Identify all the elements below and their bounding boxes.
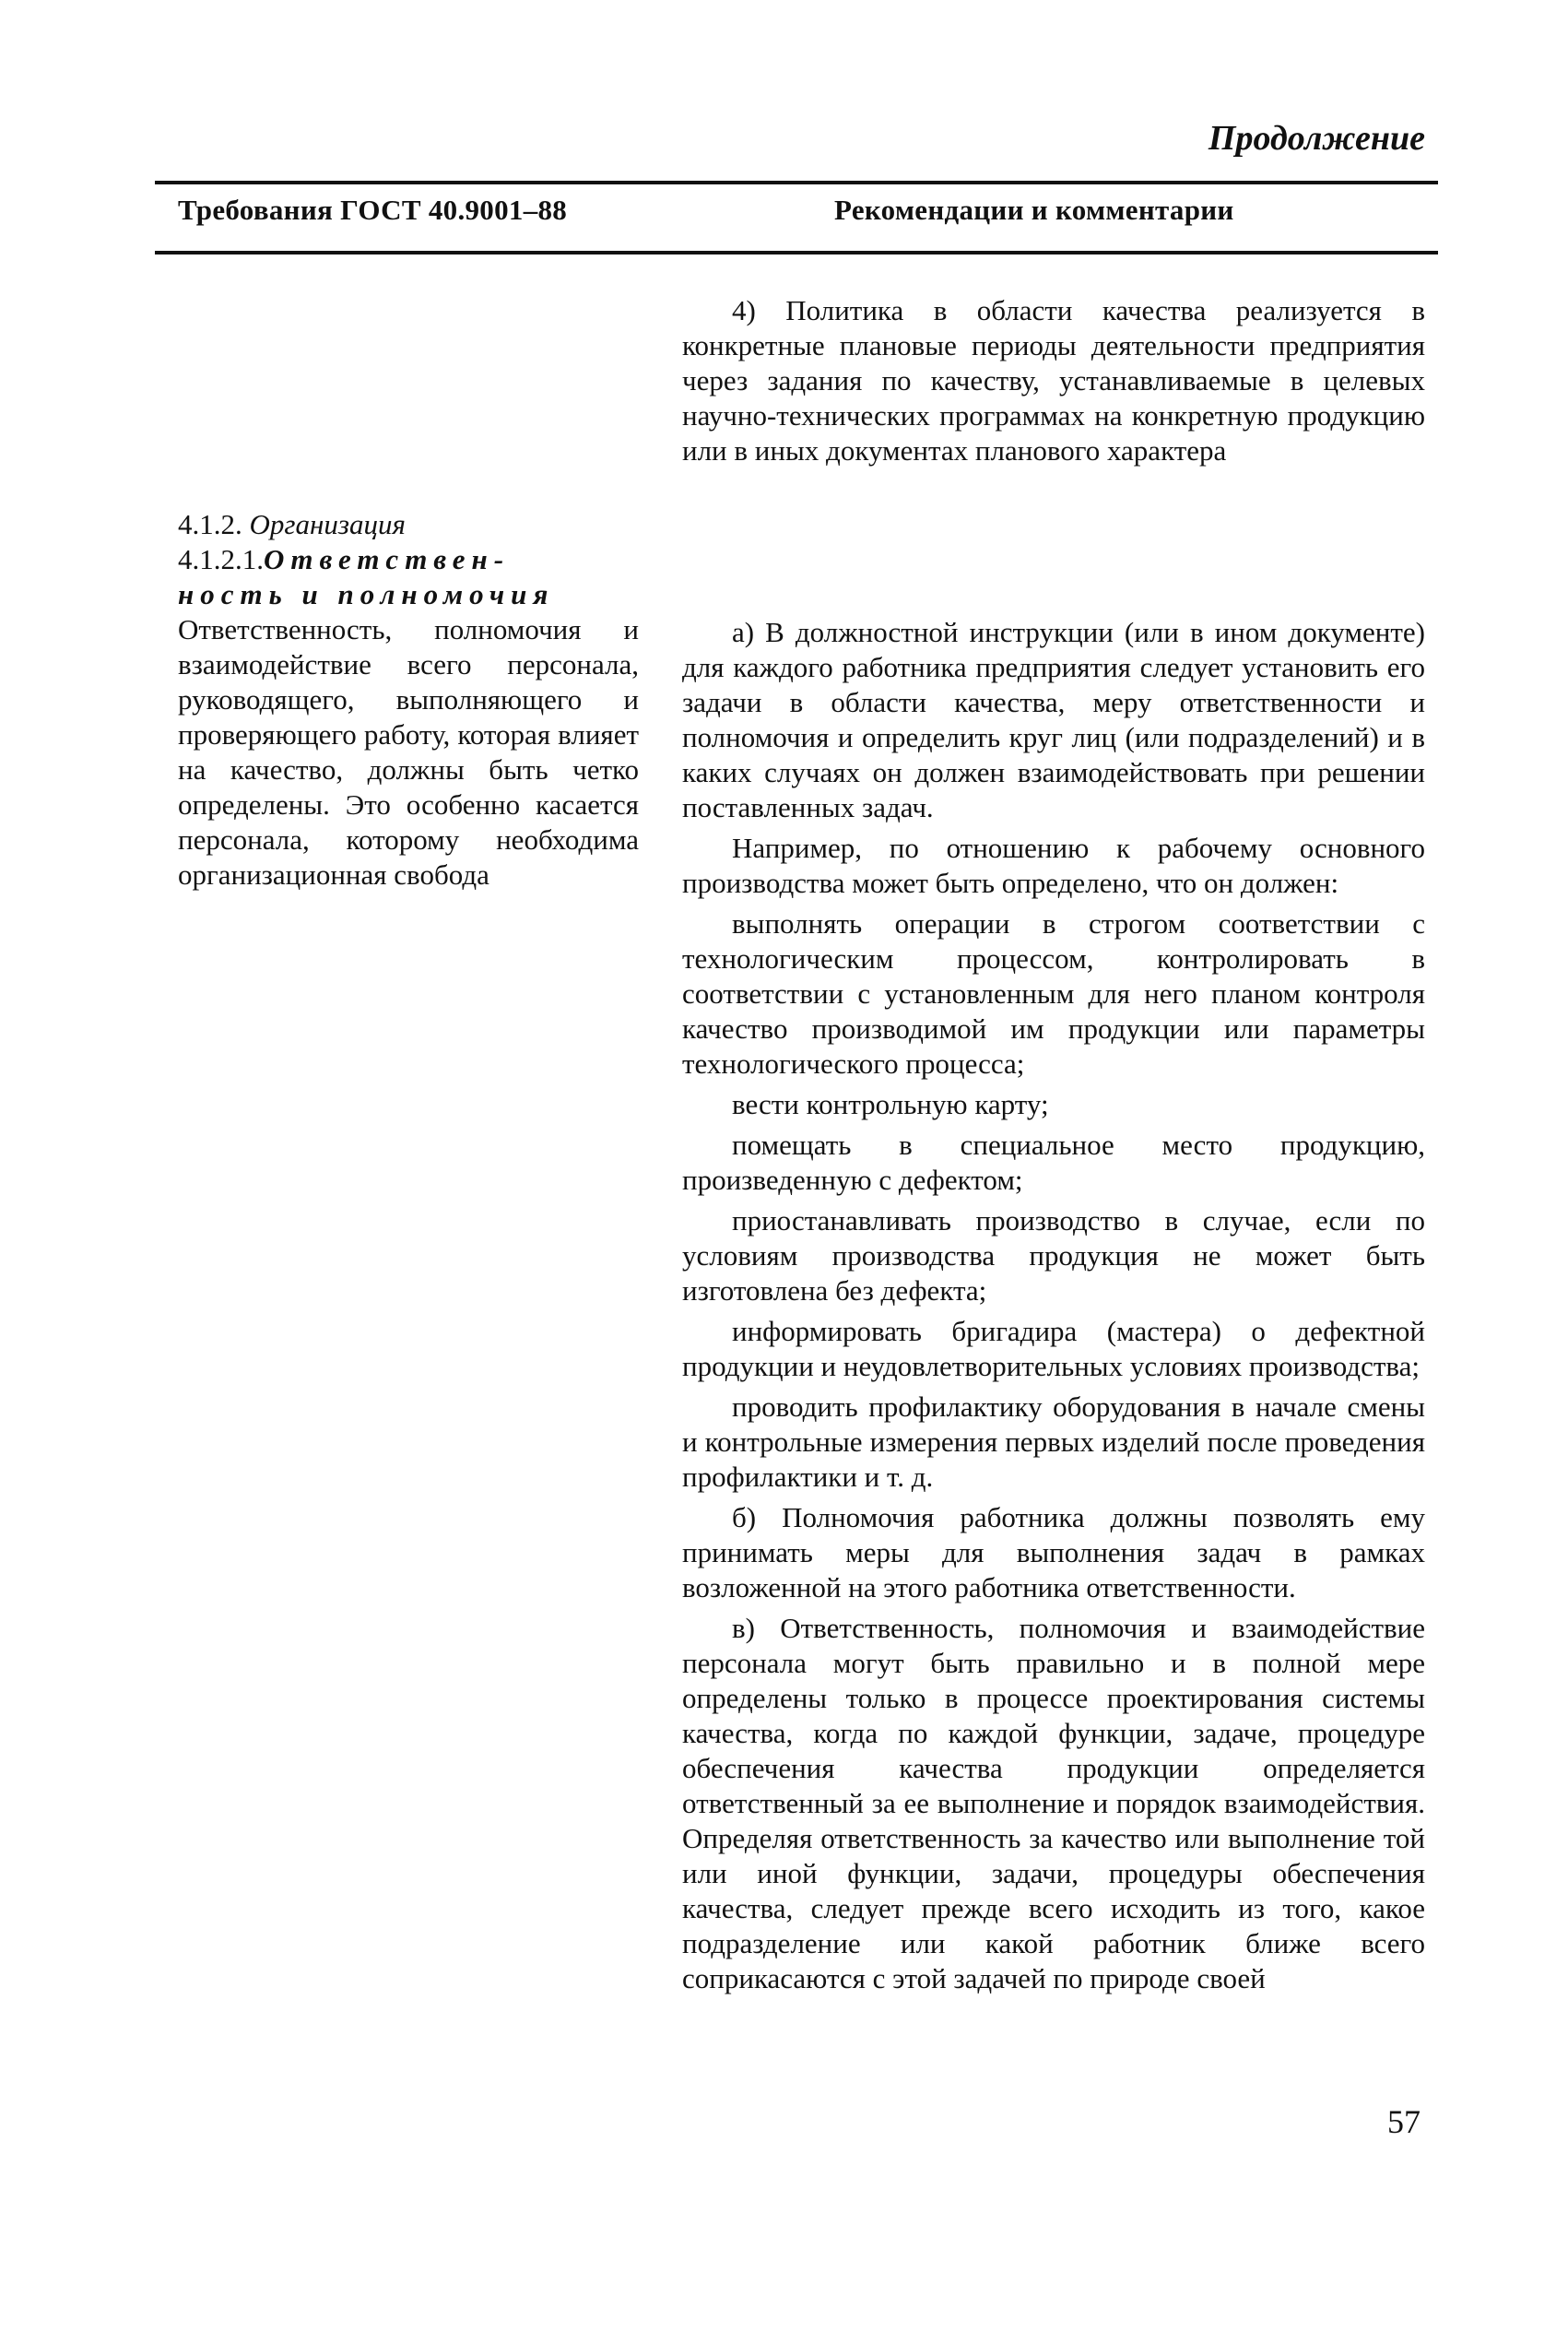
section-title: Организация [249,508,406,540]
subsection-number: 4.1.2.1. [178,543,264,575]
requirement-text: Ответственность, полномочия и взаимодействие всего персонала, руководящего, выполняющего и проверяющего работу, которая влияет на качество, должны быть четко определены. Это особенно касается персонала, которому необходима организационная свобода [178,613,639,891]
recommendation-v: в) Ответственность, полномочия и взаимодействие персонала могут быть правильно и в полной мере определены только в процессе проектирования системы качества, когда по каждой функции, задаче, процедуре обеспечения качества продукции определяется ответственный за ее выполнение и порядок взаимодействия. Определяя ответственность за качество или выполнение той или иной функции, задачи, процедуры обеспечения качества, следует прежде всего исходить из того, какое подразделение или какой работник ближе всего соприкасаются с этой задачей по природе своей [682,1612,1425,1994]
left-column [178,507,639,898]
column-header-left: Требования ГОСТ 40.9001–88 [178,194,568,226]
duty-item: информировать бригадира (мастера) о дефектной продукции и неудовлетворительных условиях производства; [682,1315,1425,1382]
duty-item: приостанавливать производство в случае, если по условиям производства продукция не может быть изготовлена без дефекта; [682,1204,1425,1307]
column-header-right: Рекомендации и комментарии [834,194,1234,226]
continuation-label: Продолжение [1208,119,1425,158]
page-number: 57 [1387,2103,1421,2140]
section-heading [178,507,639,542]
duty-item: проводить профилактику оборудования в начале смены и контрольные измерения первых изделий после проведения профилактики и т. д. [682,1390,1425,1493]
subsection-heading [178,542,639,577]
duty-item: помещать в специальное место продукцию, произведенную с дефектом; [682,1129,1425,1196]
recommendation-a: а) В должностной инструкции (или в ином документе) для каждого работника предприятия следует установить его задачи в области качества, меру ответственности и полномочия и определить круг лиц (или подразделений) и в каких случаях он должен взаимодействовать при решении поставленных задач. [682,616,1425,823]
recommendation-b: б) Полномочия работника должны позволять ему принимать меры для выполнения задач в рамках возложенной на этого работника ответственности. [682,1501,1425,1603]
right-column-main [682,615,1425,2002]
header-rule-bottom [155,251,1438,254]
example-intro: Например, по отношению к рабочему основного производства может быть определено, что он должен: [682,832,1425,899]
section-number: 4.1.2. [178,508,242,540]
duty-item: выполнять операции в строгом соответствии с технологическим процессом, контролировать в соответствии с установленным для него планом контроля качество производимой им продукции или параметры технологического процесса; [682,907,1425,1080]
subsection-title-part-1: Ответствен- [264,543,511,575]
right-column-top [682,293,1425,474]
header-rule-top [155,181,1438,184]
duty-item: вести контрольную карту; [732,1088,1049,1120]
subsection-title-part-2: ность и полномочия [178,578,555,610]
policy-item-4: 4) Политика в области качества реализуется в конкретные плановые периоды деятельности предприятия через задания по качеству, устанавливаемые в целевых научно-технических программах на конкретную продукцию или в иных документах планового характера [682,294,1425,467]
